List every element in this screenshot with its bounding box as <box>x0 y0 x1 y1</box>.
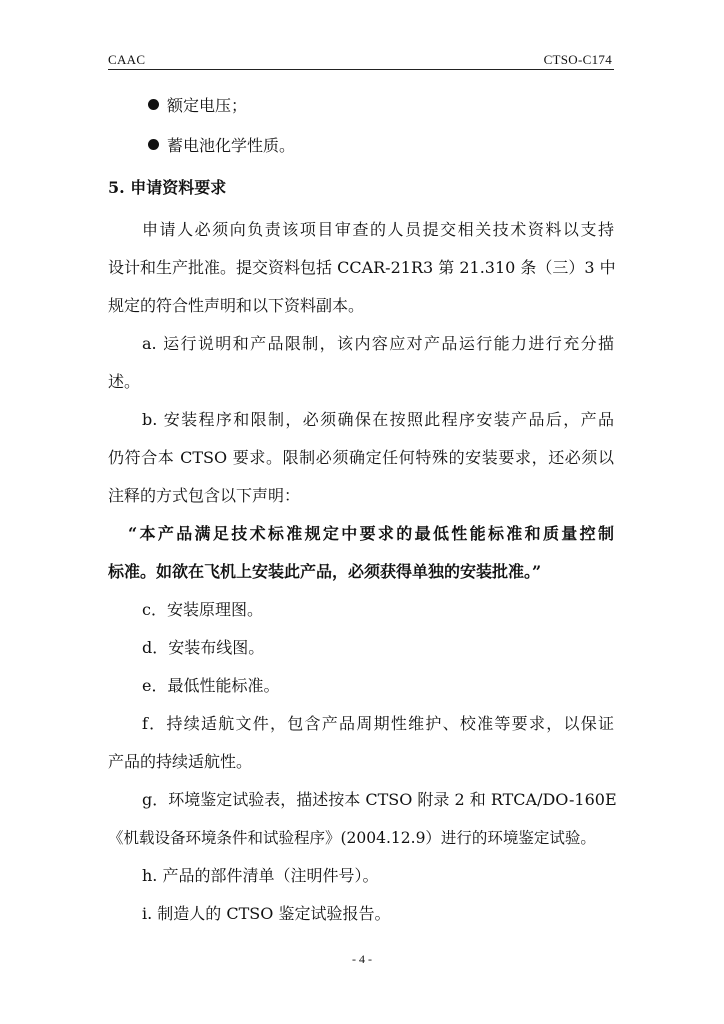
list-item-g: g．环境鉴定试验表，描述按本 CTSO 附录 2 和 RTCA/DO-160E <box>142 790 617 809</box>
bullet-text: 蓄电池化学性质。 <box>167 136 296 155</box>
bullet-item <box>108 96 654 116</box>
quoted-statement-continued: 标准。如欲在飞机上安装此产品，必须获得单独的安装批准。” <box>108 562 542 581</box>
list-item-b-continued: 仍符合本 CTSO 要求。限制必须确定任何特殊的安装要求，还必须以 <box>108 448 614 467</box>
list-item-h: h. 产品的部件清单（注明件号）。 <box>142 866 379 885</box>
bullet-dot-icon <box>148 139 159 150</box>
list-item-f-continued: 产品的持续适航性。 <box>108 752 253 771</box>
list-item-c: c．安装原理图。 <box>142 600 263 619</box>
paragraph-line: 规定的符合性声明和以下资料副本。 <box>108 296 365 315</box>
list-item-i: i. 制造人的 CTSO 鉴定试验报告。 <box>142 904 391 923</box>
list-item-e: e．最低性能标准。 <box>142 676 280 695</box>
header-organization: CAAC <box>108 52 146 67</box>
bullet-text: 额定电压； <box>167 96 248 115</box>
list-item-b: b. 安装程序和限制，必须确保在按照此程序安装产品后，产品 <box>142 410 614 429</box>
paragraph-line: 申请人必须向负责该项目审查的人员提交相关技术资料以支持 <box>142 220 614 239</box>
list-item-d: d．安装布线图。 <box>142 638 265 657</box>
bullet-item <box>108 136 654 156</box>
header-document-id: CTSO-C174 <box>543 52 612 67</box>
header-divider <box>108 69 614 70</box>
list-item-a: a. 运行说明和产品限制，该内容应对产品运行能力进行充分描 <box>142 334 614 353</box>
paragraph-line: 设计和生产批准。提交资料包括 CCAR-21R3 第 21.310 条（三）3 中 <box>108 258 616 277</box>
quoted-statement: “本产品满足技术标准规定中要求的最低性能标准和质量控制 <box>128 524 614 543</box>
page-number: - 4 - <box>352 952 372 966</box>
section-heading: 5. 申请资料要求 <box>108 178 227 197</box>
list-item-a-continued: 述。 <box>108 372 141 391</box>
list-item-f: f．持续适航文件，包含产品周期性维护、校准等要求，以保证 <box>142 714 614 733</box>
list-item-b-continued: 注释的方式包含以下声明： <box>108 486 301 505</box>
list-item-g-continued: 《机载设备环境条件和试验程序》(2004.12.9）进行的环境鉴定试验。 <box>108 829 596 847</box>
bullet-dot-icon <box>148 99 159 110</box>
